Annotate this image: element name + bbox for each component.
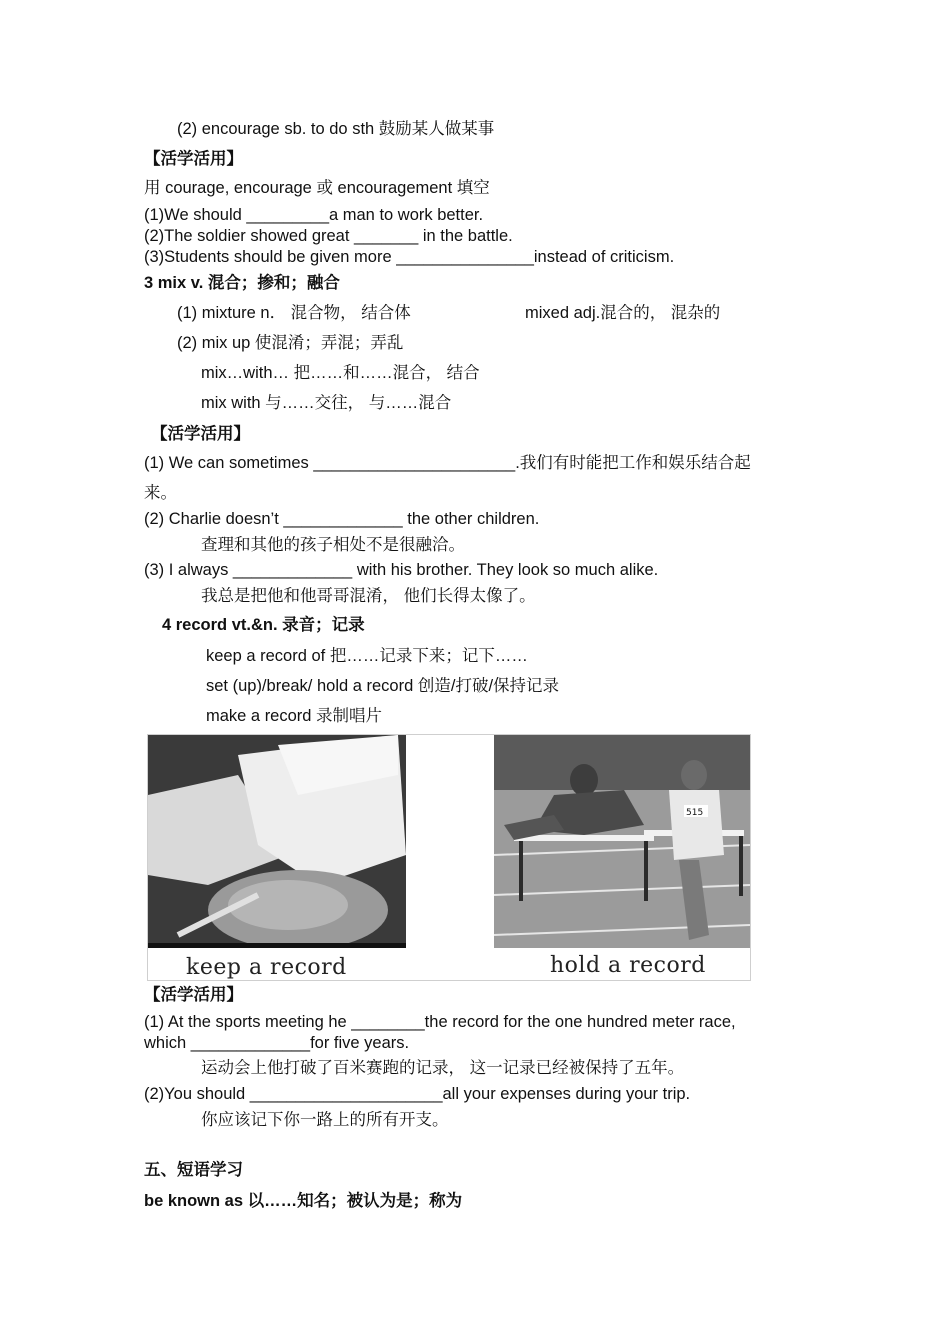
exercise-line: (2) Charlie doesn’t _____________ the other children. bbox=[144, 510, 540, 528]
exercise-line: which _____________for five years. bbox=[144, 1034, 410, 1052]
text-line: (2) mix up 使混淆；弄混；弄乱 bbox=[177, 334, 404, 352]
keep-record-photo bbox=[148, 735, 406, 948]
caption-hold-a-record: hold a record bbox=[550, 953, 706, 978]
text-line: 用 courage, encourage 或 encouragement 填空 bbox=[144, 179, 490, 197]
section-heading: 4 record vt.&n. 录音；记录 bbox=[162, 616, 365, 634]
exercise-line: (1) At the sports meeting he ________the record for the one hundred meter race, bbox=[144, 1013, 736, 1031]
translation-line: 查理和其他的孩子相处不是很融洽。 bbox=[201, 536, 465, 554]
text-line: (2) encourage sb. to do sth 鼓励某人做某事 bbox=[177, 120, 495, 138]
text-line: set (up)/break/ hold a record 创造/打破/保持记录 bbox=[206, 677, 560, 695]
bib-number: 515 bbox=[686, 808, 704, 818]
section-heading: 【活学活用】 bbox=[144, 986, 243, 1004]
exercise-line: (3)Students should be given more _______________instead of criticism. bbox=[144, 248, 675, 266]
exercise-line: (2)You should _____________________all your expenses during your trip. bbox=[144, 1085, 691, 1103]
exercise-line: (1)We should _________a man to work better. bbox=[144, 206, 484, 224]
exercise-line: (1) We can sometimes ______________________.我们有时能把工作和娱乐结合起 bbox=[144, 454, 751, 472]
hold-record-photo bbox=[494, 735, 750, 948]
exercise-line: 来。 bbox=[144, 484, 177, 502]
text-line: (1) mixture n． 混合物， 结合体 bbox=[177, 304, 411, 322]
illustration-panel bbox=[147, 734, 751, 981]
caption-keep-a-record: keep a record bbox=[186, 955, 347, 980]
section-heading: 【活学活用】 bbox=[151, 425, 250, 443]
translation-line: 你应该记下你一路上的所有开支。 bbox=[201, 1111, 449, 1129]
text-line: mix with 与……交往， 与……混合 bbox=[201, 394, 452, 412]
text-line: mix…with… 把……和……混合， 结合 bbox=[201, 364, 480, 382]
phrase-line: be known as 以……知名；被认为是；称为 bbox=[144, 1192, 463, 1210]
text-line: make a record 录制唱片 bbox=[206, 707, 383, 725]
section-heading: 3 mix v. 混合；掺和；融合 bbox=[144, 274, 340, 292]
text-line: keep a record of 把……记录下来；记下…… bbox=[206, 647, 528, 665]
translation-line: 运动会上他打破了百米赛跑的记录， 这一记录已经被保持了五年。 bbox=[201, 1059, 685, 1077]
exercise-line: (2)The soldier showed great _______ in the battle. bbox=[144, 227, 513, 245]
section-heading: 五、短语学习 bbox=[144, 1161, 243, 1179]
section-heading: 【活学活用】 bbox=[144, 150, 243, 168]
exercise-line: (3) I always _____________ with his brother. They look so much alike. bbox=[144, 561, 659, 579]
text-line: mixed adj.混合的， 混杂的 bbox=[525, 304, 721, 322]
translation-line: 我总是把他和他哥哥混淆， 他们长得太像了。 bbox=[201, 587, 536, 605]
